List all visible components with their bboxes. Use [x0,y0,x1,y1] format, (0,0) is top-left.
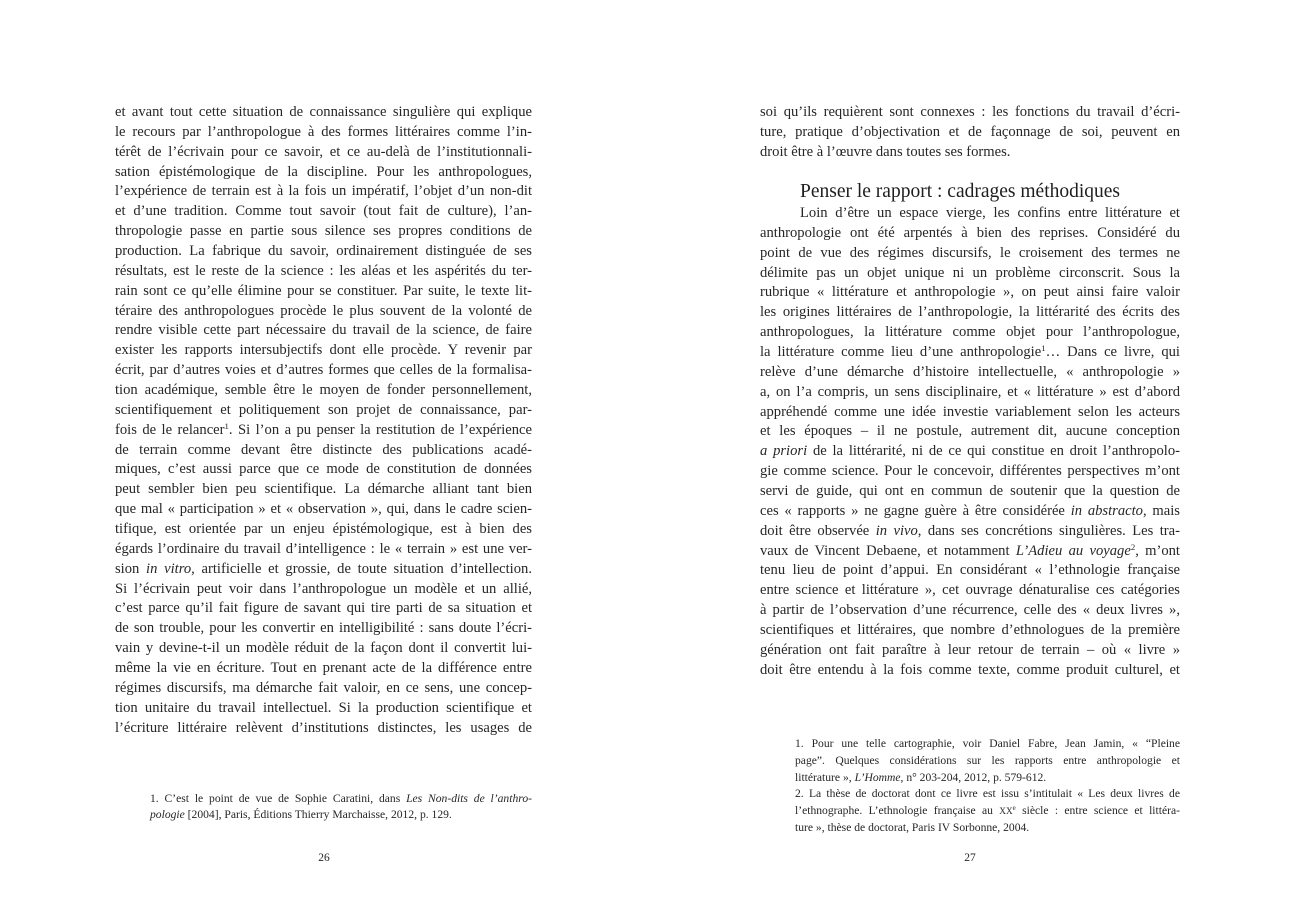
footnote-marker: 1 [224,420,229,431]
footnote-marker: 2 [1130,541,1136,552]
text-line [115,421,532,441]
footnote-marker: e [1012,804,1016,813]
text-segment: … Dans ce livre, qui [1045,344,1180,361]
text-line [115,639,532,659]
text-segment: résultats, est le reste de la science : les aléas et les aspérités du ter- [115,262,532,279]
italic-text: pologie [150,807,185,821]
text-line [115,222,532,242]
italic-text: L’Homme [854,770,901,784]
text-line [760,244,1180,264]
text-line [760,522,1180,542]
text-line [760,561,1180,581]
right-page [646,0,1293,913]
italic-text: in abstracto [1070,502,1143,519]
text-line [760,323,1180,343]
text-segment: , m’ont [1135,542,1180,559]
text-line [760,283,1180,303]
text-line [760,143,1180,163]
page-number: 27 [964,852,976,864]
text-segment: téraire des anthropologues procède le plus souvent de la volonté de [115,302,532,319]
text-segment: et avant tout cette situation de connaissance singulière qui explique [115,104,532,120]
text-line [795,803,1180,820]
text-segment: l’expérience de terrain est à la fois un impératif, l’objet d’un non-dit [115,183,532,200]
text-line [115,460,532,480]
text-segment: le recours par l’anthropologue à des formes littéraires comme l’in- [115,123,532,140]
section-heading: Penser le rapport : cadrages méthodiques [800,181,1121,202]
text-line [795,753,1180,770]
text-line [795,786,1180,803]
text-line [115,182,532,202]
text-segment: de terrain comme devant être distincte des publications acadé- [115,441,532,458]
text-segment: délimite pas un objet unique ni un problème circonscrit. Sous la [760,264,1180,281]
text-line [115,302,532,322]
text-segment: , artificielle et grossie, de toute situation d’intellection. [191,560,532,577]
text-line [760,442,1180,462]
text-segment: doit être entendu à la fois comme texte, comme produit culturel, et [760,661,1180,678]
text-line [115,480,532,500]
text-line [115,580,532,600]
left-body-text [115,103,532,739]
text-segment: térêt de l’écrivain pour ce savoir, et ce au-delà de l’institutionnali- [115,143,532,160]
text-line [115,163,532,183]
text-line [150,791,532,807]
text-segment: l’écriture littéraire relèvent d’institutions distinctes, les usages de [115,719,532,736]
text-segment: droit être à l’œuvre dans toutes ses formes. [760,143,1011,160]
text-line [115,401,532,421]
text-segment: ture, pratique d’objectivation et de façonnage de soi, peuvent en [760,123,1180,140]
text-segment: a, on l’a compris, un sens disciplinaire, et « littérature » est d’abord [760,383,1180,400]
text-segment: c’est parce qu’il fait figure de savant qui tire parti de sa situation et [115,600,532,617]
text-segment: [2004], Paris, Éditions Thierry Marchaisse, 2012, p. 129. [184,807,452,821]
right-body-top-text [760,103,1180,163]
text-segment: à partir de l’observation d’une récurrence, celle des « deux livres », [760,602,1180,619]
text-line [115,123,532,143]
text-segment: relève d’une démarche d’histoire intellectuelle, « anthropologie » [760,363,1180,380]
text-line [115,540,532,560]
text-segment: gie comme science. Pour le concevoir, différentes perspectives m’ont [760,463,1180,480]
text-segment: sion [115,560,147,577]
text-line [150,807,532,823]
italic-text: L’Adieu au voyage [1015,542,1131,559]
text-segment: vain y devine-t-il un modèle réduit de la façon dont il convertit lui- [115,640,532,657]
text-segment: rendre visible cette part nécessaire du travail de la science, de faire [115,322,532,339]
text-segment: siècle : entre science et littéra- [1015,804,1180,818]
text-segment: et les époques – il ne postule, autrement dit, aucune conception [760,423,1180,440]
text-line [760,264,1180,284]
text-segment: doit être observée [760,522,876,539]
text-segment: anthropologie ont été arpentés à bien des reprises. Considéré du [760,224,1180,241]
text-line [115,103,532,123]
text-segment: tenu lieu de point d’appui. En considérant « l’ethnologie française [760,562,1180,579]
text-segment: , mais [1142,502,1180,519]
text-segment: XX [999,807,1013,818]
text-line [760,502,1180,522]
text-segment: ture », thèse de doctorat, Paris IV Sorbonne, 2004. [795,820,1030,834]
text-line [760,303,1180,323]
text-line [760,422,1180,442]
text-segment: point de vue des régimes discursifs, le croisement des termes ne [760,244,1180,261]
text-segment: littérature », [795,770,855,784]
text-segment: exister les rapports intersubjectifs dont elle procède. Y revenir par [115,342,532,359]
text-line [115,699,532,719]
text-segment: rain sont ce qu’elle élimine pour se constituer. Par suite, le texte lit- [115,282,532,299]
italic-text: Les Non-dits de l’anthro- [406,792,532,805]
footnote-marker: 1 [1041,343,1046,354]
text-line [115,202,532,222]
text-segment: scientifiquement et politiquement son projet de connaissance, par- [115,401,532,418]
text-line [115,143,532,163]
text-line [115,262,532,282]
text-segment: production. La fabrique du savoir, ordinairement distinguée de ses [115,243,532,260]
text-segment: même la vie en écriture. Tout en prenant acte de la différence entre [115,660,532,677]
text-segment: , n° 203-204, 2012, p. 579-612. [900,770,1047,784]
text-line [115,441,532,461]
text-line [115,282,532,302]
text-line [760,363,1180,383]
text-segment: de son trouble, pour les convertir en intelligibilité : sans doute l’écri- [115,620,532,637]
text-line [760,482,1180,502]
italic-text: a priori [760,443,808,460]
text-line [760,661,1180,681]
text-segment: égards l’ordinaire du travail d’intelligence : le « terrain » est une ver- [115,540,532,557]
text-segment: soi qu’ils requièrent sont connexes : les fonctions du travail d’écri- [760,104,1180,120]
text-line [760,621,1180,641]
text-segment: thropologie passe en partie sous silence ses propres conditions de [115,223,532,240]
text-line [795,770,1180,787]
text-segment: écrit, par d’autres voies et d’autres formes que celles de la formalisa- [115,362,532,379]
text-segment: , dans ses concrétions singulières. Les tra- [917,522,1180,539]
text-line [115,520,532,540]
text-segment: tion unitaire du travail intellectuel. Si la production scientifique et [115,699,532,716]
text-line [760,383,1180,403]
left-footnotes [150,791,532,822]
text-segment: génération ont fait paraître à leur retour de terrain – où « livre » [760,641,1180,658]
text-segment: rubrique « littérature et anthropologie », on peut ainsi faire valoir [760,284,1180,301]
text-segment: régimes discursifs, ma démarche fait valoir, en ce sens, une concep- [115,679,532,696]
text-line [115,381,532,401]
text-segment: de la littérarité, ni de ce qui constitue en droit l’anthropolo- [807,443,1180,460]
text-line [760,204,1180,224]
text-segment: Si l’écrivain peut voir dans l’anthropologue un modèle et un allié, [115,580,532,597]
text-segment: Loin d’être un espace vierge, les confins entre littérature et [800,205,1180,221]
text-segment: la littérature comme lieu d’une anthropologie [760,344,1042,361]
text-segment: entre science et littérature », cet ouvrage dénaturalise ces catégories [760,582,1180,599]
text-line [760,462,1180,482]
text-line [760,103,1180,123]
text-line [115,500,532,520]
text-segment: . Si l’on a pu penser la restitution de l’expérience [228,421,533,438]
text-line [115,560,532,580]
text-line [760,581,1180,601]
text-line [760,224,1180,244]
text-segment: appréhendé comme une idée investie variablement selon les acteurs [760,403,1180,420]
left-page [0,0,646,913]
text-line [760,542,1180,562]
text-segment: anthropologues, la littérature comme objet pour l’anthropologue, [760,324,1180,341]
text-segment: miques, c’est aussi parce que ce mode de constitution de données [115,461,532,478]
text-line [795,820,1180,837]
right-footnotes [795,736,1180,837]
text-segment: vaux de Vincent Debaene, et notamment [760,542,1016,559]
text-line [115,242,532,262]
right-body-text [760,204,1180,681]
text-line [115,599,532,619]
text-segment: l’ethnographe. L’ethnologie française au [795,804,1000,818]
page-number: 26 [318,852,330,864]
text-line [760,403,1180,423]
text-segment: servi de guide, qui ont en commun de soutenir que la question de [760,483,1180,500]
text-line [115,321,532,341]
text-segment: 2. La thèse de doctorat dont ce livre est issu s’intitulait « Les deux livres de [795,787,1180,801]
text-line [760,343,1180,363]
text-segment: peut sembler bien peu scientifique. La démarche alliant tant bien [115,481,532,498]
italic-text: in vitro [146,560,192,577]
text-segment: page”. Quelques considérations sur les rapports entre anthropologie et [795,753,1180,767]
text-segment: ces « rapports » ne gagne guère à être considérée [760,502,1071,519]
text-segment: tion académique, semble être le moyen de fonder personnellement, [115,382,532,399]
text-line [115,659,532,679]
text-segment: sation épistémologique de la discipline. Pour les anthropologues, [115,163,532,180]
italic-text: in vivo [875,522,918,539]
text-line [760,601,1180,621]
text-segment: 1. Pour une telle cartographie, voir Daniel Fabre, Jean Jamin, « “Pleine [795,737,1180,750]
text-line [115,341,532,361]
text-segment: fois de le relancer [115,421,225,438]
text-segment: scientifiques et littéraires, que nombre d’ethnologues de la première [760,622,1180,639]
text-line [115,679,532,699]
text-segment: 1. C’est le point de vue de Sophie Caratini, dans [150,792,407,805]
text-segment: et d’une tradition. Comme tout savoir (tout fait de culture), l’an- [115,203,532,220]
text-segment: les origines littéraires de l’anthropologie, la littérarité des écrits des [760,304,1180,321]
text-line [760,123,1180,143]
text-segment: que mal « participation » et « observation », qui, dans le cadre scien- [115,501,532,518]
text-line [760,641,1180,661]
text-line [115,719,532,739]
text-line [795,736,1180,753]
text-segment: tifique, est orientée par un enjeu épistémologique, est à bien des [115,521,532,538]
text-line [115,619,532,639]
text-line [115,361,532,381]
